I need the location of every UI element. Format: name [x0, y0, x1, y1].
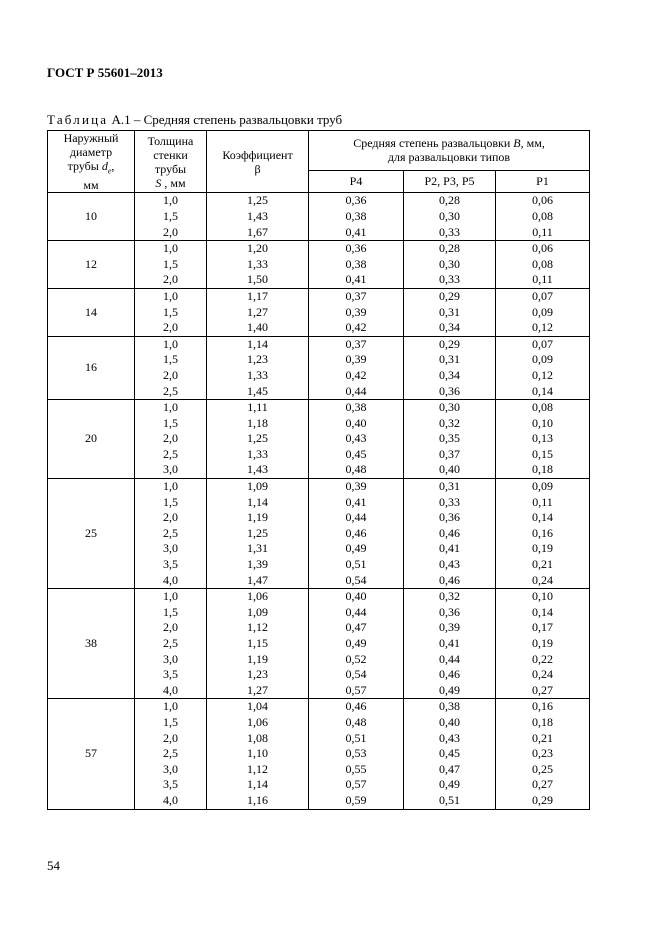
p4-cell: 0,54 [309, 573, 404, 589]
coefficient-cell: 1,25 [207, 193, 309, 209]
p4-cell: 0,43 [309, 431, 404, 447]
header-diameter: Наружный диаметр трубы $d_e$, мм [48, 131, 135, 193]
p4-cell: 0,51 [309, 731, 404, 747]
p4-cell: 0,41 [309, 225, 404, 241]
p4-cell: 0,37 [309, 336, 404, 352]
p2-p3-p5-cell: 0,35 [404, 431, 496, 447]
p2-p3-p5-cell: 0,30 [404, 257, 496, 273]
p2-p3-p5-cell: 0,34 [404, 320, 496, 336]
thickness-cell: 1,0 [135, 336, 207, 352]
coefficient-cell: 1,12 [207, 620, 309, 636]
p1-cell: 0,27 [496, 683, 590, 699]
diameter-cell: 12 [48, 241, 135, 289]
coefficient-cell: 1,20 [207, 241, 309, 257]
p1-cell: 0,18 [496, 715, 590, 731]
p1-cell: 0,25 [496, 762, 590, 778]
p2-p3-p5-cell: 0,29 [404, 336, 496, 352]
coefficient-cell: 1,27 [207, 683, 309, 699]
p4-cell: 0,38 [309, 257, 404, 273]
p2-p3-p5-cell: 0,28 [404, 193, 496, 209]
p1-cell: 0,10 [496, 416, 590, 432]
p1-cell: 0,23 [496, 746, 590, 762]
thickness-cell: 3,0 [135, 652, 207, 668]
thickness-cell: 2,5 [135, 746, 207, 762]
p1-cell: 0,06 [496, 241, 590, 257]
p2-p3-p5-cell: 0,43 [404, 731, 496, 747]
p1-cell: 0,21 [496, 557, 590, 573]
p2-p3-p5-cell: 0,33 [404, 272, 496, 288]
thickness-cell: 3,0 [135, 762, 207, 778]
p2-p3-p5-cell: 0,36 [404, 384, 496, 400]
coefficient-cell: 1,18 [207, 416, 309, 432]
caption-text: А.1 – Средняя степень развальцовки труб [108, 112, 343, 127]
coefficient-cell: 1,33 [207, 257, 309, 273]
coefficient-cell: 1,50 [207, 272, 309, 288]
thickness-cell: 2,0 [135, 731, 207, 747]
thickness-cell: 1,0 [135, 288, 207, 304]
p1-cell: 0,21 [496, 731, 590, 747]
thickness-cell: 3,0 [135, 541, 207, 557]
p4-cell: 0,36 [309, 193, 404, 209]
p4-cell: 0,36 [309, 241, 404, 257]
thickness-cell: 2,0 [135, 225, 207, 241]
p4-cell: 0,39 [309, 479, 404, 495]
p2-p3-p5-cell: 0,32 [404, 416, 496, 432]
p1-cell: 0,11 [496, 225, 590, 241]
p4-cell: 0,41 [309, 495, 404, 511]
p4-cell: 0,57 [309, 683, 404, 699]
p1-cell: 0,10 [496, 589, 590, 605]
coefficient-cell: 1,17 [207, 288, 309, 304]
p4-cell: 0,57 [309, 777, 404, 793]
coefficient-cell: 1,12 [207, 762, 309, 778]
p2-p3-p5-cell: 0,33 [404, 495, 496, 511]
p1-cell: 0,24 [496, 573, 590, 589]
p2-p3-p5-cell: 0,40 [404, 715, 496, 731]
p4-cell: 0,55 [309, 762, 404, 778]
header-flaring-group: Средняя степень развальцовки B, мм, для развальцовки типов [309, 131, 590, 171]
diameter-cell: 25 [48, 479, 135, 589]
thickness-cell: 4,0 [135, 683, 207, 699]
thickness-cell: 2,0 [135, 510, 207, 526]
diameter-cell: 57 [48, 699, 135, 809]
p1-cell: 0,15 [496, 447, 590, 463]
p4-cell: 0,40 [309, 416, 404, 432]
table-row [48, 589, 590, 605]
table-row [48, 699, 590, 715]
coefficient-cell: 1,09 [207, 479, 309, 495]
p4-cell: 0,51 [309, 557, 404, 573]
thickness-cell: 3,5 [135, 777, 207, 793]
p4-cell: 0,48 [309, 462, 404, 478]
p4-cell: 0,39 [309, 305, 404, 321]
p1-cell: 0,19 [496, 541, 590, 557]
coefficient-cell: 1,14 [207, 777, 309, 793]
p4-cell: 0,41 [309, 272, 404, 288]
thickness-cell: 1,5 [135, 715, 207, 731]
p1-cell: 0,06 [496, 193, 590, 209]
p1-cell: 0,11 [496, 495, 590, 511]
p4-cell: 0,42 [309, 368, 404, 384]
p2-p3-p5-cell: 0,51 [404, 793, 496, 809]
p1-cell: 0,16 [496, 699, 590, 715]
thickness-cell: 1,5 [135, 257, 207, 273]
coefficient-cell: 1,19 [207, 652, 309, 668]
thickness-cell: 2,5 [135, 636, 207, 652]
coefficient-cell: 1,15 [207, 636, 309, 652]
thickness-cell: 1,0 [135, 479, 207, 495]
p4-cell: 0,44 [309, 384, 404, 400]
thickness-cell: 2,0 [135, 320, 207, 336]
coefficient-cell: 1,40 [207, 320, 309, 336]
p2-p3-p5-cell: 0,30 [404, 209, 496, 225]
p1-cell: 0,18 [496, 462, 590, 478]
coefficient-cell: 1,25 [207, 526, 309, 542]
diameter-cell: 14 [48, 288, 135, 336]
coefficient-cell: 1,19 [207, 510, 309, 526]
thickness-cell: 4,0 [135, 793, 207, 809]
p2-p3-p5-cell: 0,47 [404, 762, 496, 778]
p4-cell: 0,52 [309, 652, 404, 668]
thickness-cell: 2,5 [135, 447, 207, 463]
thickness-cell: 2,0 [135, 431, 207, 447]
p2-p3-p5-cell: 0,44 [404, 652, 496, 668]
p4-cell: 0,44 [309, 605, 404, 621]
thickness-cell: 2,0 [135, 620, 207, 636]
header-p2-p3-p5: Р2, Р3, Р5 [404, 170, 496, 193]
p1-cell: 0,13 [496, 431, 590, 447]
thickness-cell: 3,5 [135, 667, 207, 683]
p2-p3-p5-cell: 0,43 [404, 557, 496, 573]
thickness-cell: 2,5 [135, 526, 207, 542]
p2-p3-p5-cell: 0,39 [404, 620, 496, 636]
p1-cell: 0,27 [496, 777, 590, 793]
thickness-cell: 1,0 [135, 241, 207, 257]
coefficient-cell: 1,08 [207, 731, 309, 747]
thickness-cell: 2,0 [135, 272, 207, 288]
flaring-table [47, 130, 590, 810]
p2-p3-p5-cell: 0,33 [404, 225, 496, 241]
p2-p3-p5-cell: 0,40 [404, 462, 496, 478]
coefficient-cell: 1,23 [207, 352, 309, 368]
thickness-cell: 3,0 [135, 462, 207, 478]
thickness-cell: 2,5 [135, 384, 207, 400]
p1-cell: 0,11 [496, 272, 590, 288]
p1-cell: 0,08 [496, 257, 590, 273]
p1-cell: 0,09 [496, 305, 590, 321]
thickness-cell: 1,5 [135, 416, 207, 432]
coefficient-cell: 1,04 [207, 699, 309, 715]
caption-prefix: Таблица [47, 112, 109, 127]
p1-cell: 0,09 [496, 479, 590, 495]
thickness-cell: 1,5 [135, 352, 207, 368]
p4-cell: 0,47 [309, 620, 404, 636]
diameter-cell: 20 [48, 400, 135, 479]
table-row [48, 288, 590, 304]
p2-p3-p5-cell: 0,49 [404, 777, 496, 793]
p2-p3-p5-cell: 0,41 [404, 541, 496, 557]
coefficient-cell: 1,11 [207, 400, 309, 416]
p1-cell: 0,22 [496, 652, 590, 668]
p4-cell: 0,49 [309, 636, 404, 652]
thickness-cell: 1,0 [135, 193, 207, 209]
thickness-cell: 1,0 [135, 699, 207, 715]
p1-cell: 0,12 [496, 320, 590, 336]
p4-cell: 0,38 [309, 400, 404, 416]
coefficient-cell: 1,43 [207, 462, 309, 478]
p2-p3-p5-cell: 0,45 [404, 746, 496, 762]
p2-p3-p5-cell: 0,41 [404, 636, 496, 652]
thickness-cell: 1,0 [135, 589, 207, 605]
header-p1: Р1 [496, 170, 590, 193]
table-row [48, 479, 590, 495]
p4-cell: 0,48 [309, 715, 404, 731]
p4-cell: 0,38 [309, 209, 404, 225]
document-code: ГОСТ Р 55601–2013 [47, 65, 163, 80]
table-row [48, 400, 590, 416]
thickness-cell: 1,5 [135, 209, 207, 225]
p4-cell: 0,46 [309, 699, 404, 715]
p4-cell: 0,46 [309, 526, 404, 542]
coefficient-cell: 1,67 [207, 225, 309, 241]
header-thickness: Толщина стенки трубы S , мм [135, 131, 207, 193]
p1-cell: 0,08 [496, 209, 590, 225]
p2-p3-p5-cell: 0,34 [404, 368, 496, 384]
p4-cell: 0,44 [309, 510, 404, 526]
p1-cell: 0,16 [496, 526, 590, 542]
p2-p3-p5-cell: 0,46 [404, 526, 496, 542]
p4-cell: 0,54 [309, 667, 404, 683]
coefficient-cell: 1,33 [207, 447, 309, 463]
coefficient-cell: 1,10 [207, 746, 309, 762]
p1-cell: 0,08 [496, 400, 590, 416]
p2-p3-p5-cell: 0,36 [404, 510, 496, 526]
header-p4: Р4 [309, 170, 404, 193]
thickness-cell: 1,0 [135, 400, 207, 416]
table-body [48, 193, 590, 809]
p1-cell: 0,12 [496, 368, 590, 384]
coefficient-cell: 1,43 [207, 209, 309, 225]
p2-p3-p5-cell: 0,37 [404, 447, 496, 463]
p2-p3-p5-cell: 0,46 [404, 667, 496, 683]
p4-cell: 0,39 [309, 352, 404, 368]
p1-cell: 0,09 [496, 352, 590, 368]
p2-p3-p5-cell: 0,36 [404, 605, 496, 621]
thickness-cell: 1,5 [135, 605, 207, 621]
coefficient-cell: 1,27 [207, 305, 309, 321]
p1-cell: 0,07 [496, 288, 590, 304]
p2-p3-p5-cell: 0,46 [404, 573, 496, 589]
p4-cell: 0,42 [309, 320, 404, 336]
p2-p3-p5-cell: 0,30 [404, 400, 496, 416]
p2-p3-p5-cell: 0,28 [404, 241, 496, 257]
table-row [48, 193, 590, 209]
coefficient-cell: 1,31 [207, 541, 309, 557]
coefficient-cell: 1,16 [207, 793, 309, 809]
p2-p3-p5-cell: 0,38 [404, 699, 496, 715]
p2-p3-p5-cell: 0,29 [404, 288, 496, 304]
table-row [48, 241, 590, 257]
thickness-cell: 1,5 [135, 495, 207, 511]
p1-cell: 0,17 [496, 620, 590, 636]
header-coefficient: Коэффициент β [207, 131, 309, 193]
p4-cell: 0,53 [309, 746, 404, 762]
p4-cell: 0,40 [309, 589, 404, 605]
p1-cell: 0,07 [496, 336, 590, 352]
p2-p3-p5-cell: 0,49 [404, 683, 496, 699]
p4-cell: 0,45 [309, 447, 404, 463]
coefficient-cell: 1,14 [207, 336, 309, 352]
thickness-cell: 2,0 [135, 368, 207, 384]
coefficient-cell: 1,33 [207, 368, 309, 384]
p2-p3-p5-cell: 0,31 [404, 479, 496, 495]
coefficient-cell: 1,06 [207, 589, 309, 605]
page-number: 54 [47, 858, 60, 873]
p2-p3-p5-cell: 0,31 [404, 305, 496, 321]
p1-cell: 0,24 [496, 667, 590, 683]
p1-cell: 0,14 [496, 510, 590, 526]
p2-p3-p5-cell: 0,31 [404, 352, 496, 368]
thickness-cell: 4,0 [135, 573, 207, 589]
thickness-cell: 3,5 [135, 557, 207, 573]
diameter-cell: 10 [48, 193, 135, 241]
coefficient-cell: 1,47 [207, 573, 309, 589]
table-row [48, 336, 590, 352]
p4-cell: 0,59 [309, 793, 404, 809]
p4-cell: 0,49 [309, 541, 404, 557]
diameter-cell: 38 [48, 589, 135, 699]
coefficient-cell: 1,09 [207, 605, 309, 621]
coefficient-cell: 1,39 [207, 557, 309, 573]
coefficient-cell: 1,45 [207, 384, 309, 400]
coefficient-cell: 1,25 [207, 431, 309, 447]
p1-cell: 0,14 [496, 605, 590, 621]
p2-p3-p5-cell: 0,32 [404, 589, 496, 605]
coefficient-cell: 1,14 [207, 495, 309, 511]
thickness-cell: 1,5 [135, 305, 207, 321]
table-caption [47, 112, 342, 128]
p1-cell: 0,29 [496, 793, 590, 809]
p1-cell: 0,19 [496, 636, 590, 652]
diameter-cell: 16 [48, 336, 135, 399]
p1-cell: 0,14 [496, 384, 590, 400]
coefficient-cell: 1,23 [207, 667, 309, 683]
coefficient-cell: 1,06 [207, 715, 309, 731]
p4-cell: 0,37 [309, 288, 404, 304]
